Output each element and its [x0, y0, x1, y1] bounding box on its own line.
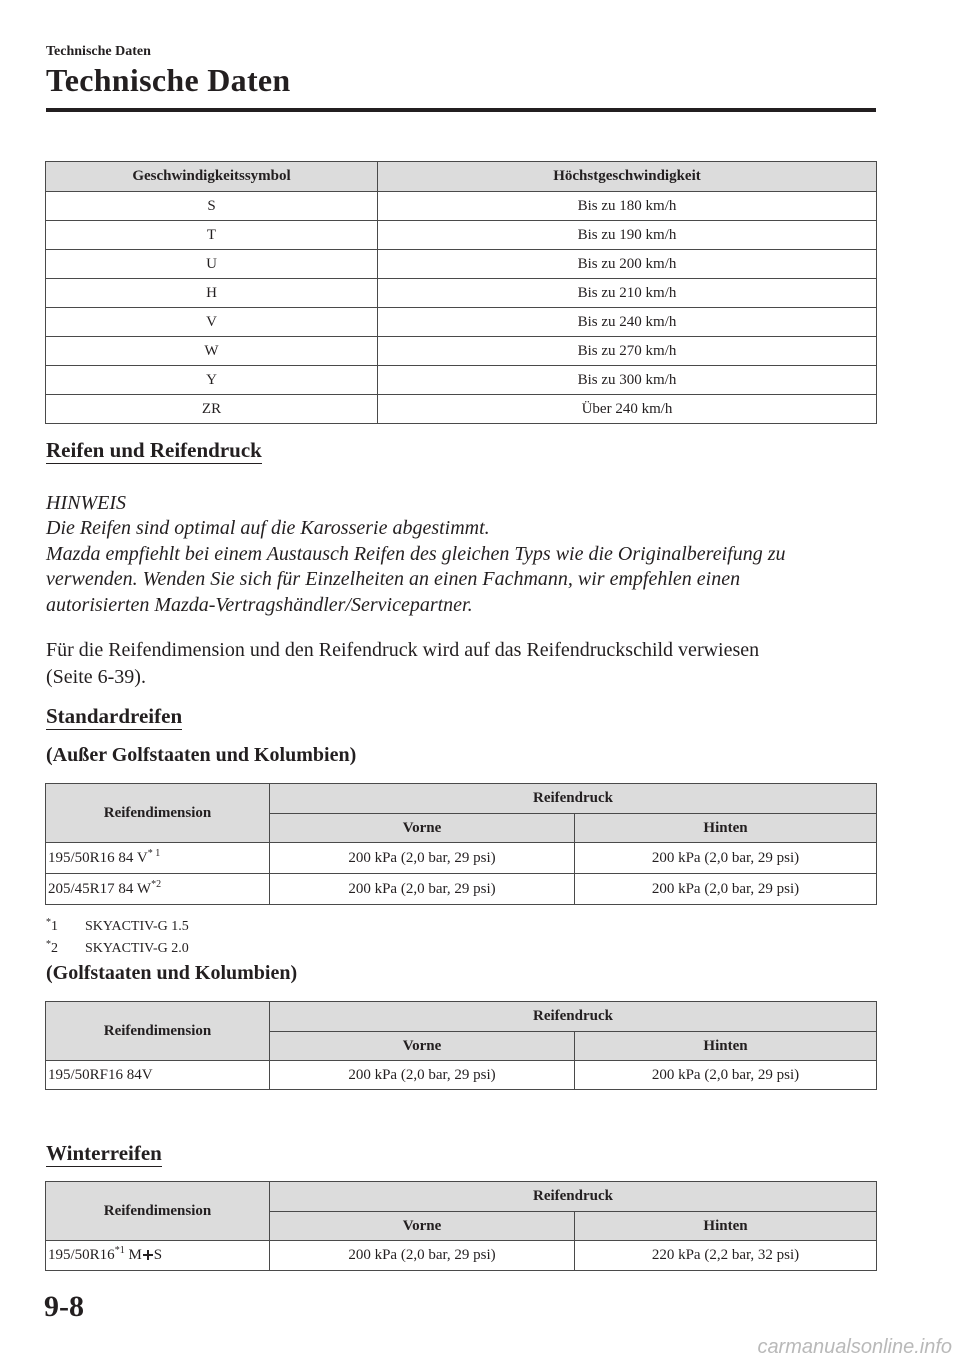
speed-symbol: H [46, 279, 378, 308]
max-speed: Bis zu 240 km/h [378, 308, 877, 337]
pressure-front: 200 kPa (2,0 bar, 29 psi) [270, 843, 575, 874]
standard-tire-table [45, 783, 877, 905]
dimension-text: 195/50R16 [48, 1247, 115, 1263]
watermark: carmanualsonline.info [757, 1336, 952, 1358]
footnote-ref: * 1 [147, 847, 161, 859]
dimension-text: 195/50R16 84 V [48, 849, 148, 866]
section-title-standard [46, 704, 182, 729]
table-row [46, 1241, 877, 1271]
col-header-dimension: Reifendimension [46, 1002, 270, 1061]
gulf-tire-table [45, 1001, 877, 1090]
section-title-text: Winterreifen [46, 1141, 162, 1165]
footnote-text: SKYACTIV-G 2.0 [85, 941, 189, 956]
mud-snow-m: M [128, 1247, 142, 1263]
max-speed: Bis zu 210 km/h [378, 279, 877, 308]
table-row [46, 250, 877, 279]
note-line: Die Reifen sind optimal auf die Karosserie abgestimmt. [46, 517, 490, 539]
col-header-speed-symbol: Geschwindigkeitssymbol [46, 162, 378, 192]
note-line: verwenden. Wenden Sie sich für Einzelheiten an einen Fachmann, wir empfehlen einen [46, 568, 741, 590]
speed-symbol: U [46, 250, 378, 279]
table-row [46, 366, 877, 395]
col-header-dimension: Reifendimension [46, 1182, 270, 1241]
winter-tire-table [45, 1181, 877, 1271]
tire-dimension [46, 843, 270, 874]
pressure-rear: 220 kPa (2,2 bar, 32 psi) [575, 1241, 877, 1271]
note-body [46, 516, 886, 618]
footnote [46, 941, 189, 957]
running-header: Technische Daten [46, 44, 151, 59]
header-rule [46, 108, 876, 112]
col-header-pressure: Reifendruck [270, 1002, 877, 1032]
tire-dimension [46, 1241, 270, 1271]
subheading-non-gulf: (Außer Golfstaaten und Kolumbien) [46, 744, 357, 766]
note-line: autorisierten Mazda-Vertragshändler/Servicepartner. [46, 593, 473, 616]
speed-symbol-table [45, 161, 877, 424]
dimension-text: 205/45R17 84 W [48, 880, 152, 897]
table-row [46, 192, 877, 221]
col-header-rear: Hinten [575, 1212, 877, 1241]
table-row [46, 395, 877, 424]
col-header-dimension: Reifendimension [46, 784, 270, 843]
col-header-pressure: Reifendruck [270, 784, 877, 814]
note-title: HINWEIS [46, 492, 126, 514]
speed-symbol: Y [46, 366, 378, 395]
footnote-ref: *2 [151, 878, 162, 890]
speed-symbol: V [46, 308, 378, 337]
speed-symbol: S [46, 192, 378, 221]
footnote-ref: *1 [114, 1245, 125, 1256]
speed-symbol: T [46, 221, 378, 250]
col-header-front: Vorne [270, 1032, 575, 1061]
section-title-text: Standardreifen [46, 704, 183, 728]
max-speed: Bis zu 270 km/h [378, 337, 877, 366]
table-row [46, 843, 877, 874]
pressure-front: 200 kPa (2,0 bar, 29 psi) [270, 874, 575, 905]
pressure-front: 200 kPa (2,0 bar, 29 psi) [270, 1241, 575, 1271]
subheading-gulf: (Golfstaaten und Kolumbien) [46, 962, 298, 984]
section-title-winter [46, 1141, 162, 1166]
pressure-rear: 200 kPa (2,0 bar, 29 psi) [575, 874, 877, 905]
tire-pressure-reference [46, 637, 886, 691]
table-row [46, 308, 877, 337]
max-speed: Bis zu 300 km/h [378, 366, 877, 395]
table-row [46, 874, 877, 905]
tire-dimension [46, 874, 270, 905]
para-line: Für die Reifendimension und den Reifendruck wird auf das Reifendruckschild verwiesen [46, 639, 760, 661]
footnote-mark: * [46, 917, 51, 928]
speed-symbol: ZR [46, 395, 378, 424]
table-row [46, 337, 877, 366]
max-speed: Bis zu 190 km/h [378, 221, 877, 250]
footnote [46, 919, 189, 935]
plus-icon [143, 1250, 153, 1260]
table-row [46, 221, 877, 250]
section-title-tires [46, 438, 262, 463]
pressure-rear: 200 kPa (2,0 bar, 29 psi) [575, 1061, 877, 1090]
max-speed: Über 240 km/h [378, 395, 877, 424]
pressure-front: 200 kPa (2,0 bar, 29 psi) [270, 1061, 575, 1090]
col-header-rear: Hinten [575, 814, 877, 843]
max-speed: Bis zu 200 km/h [378, 250, 877, 279]
pressure-rear: 200 kPa (2,0 bar, 29 psi) [575, 843, 877, 874]
tire-dimension: 195/50RF16 84V [46, 1061, 270, 1090]
table-row [46, 279, 877, 308]
col-header-max-speed: Höchstgeschwindigkeit [378, 162, 877, 192]
speed-symbol: W [46, 337, 378, 366]
mud-snow-s: S [153, 1247, 163, 1263]
col-header-pressure: Reifendruck [270, 1182, 877, 1212]
page-title: Technische Daten [46, 62, 291, 98]
page-number: 9-8 [44, 1290, 84, 1323]
footnote-label: 1 [51, 919, 58, 934]
col-header-rear: Hinten [575, 1032, 877, 1061]
col-header-front: Vorne [270, 1212, 575, 1241]
table-row [46, 1061, 877, 1090]
para-line: (Seite 6-39). [46, 666, 146, 688]
footnote-mark: * [46, 939, 51, 950]
section-title-text: Reifen und Reifendruck [46, 438, 262, 462]
footnote-label: 2 [51, 941, 58, 956]
max-speed: Bis zu 180 km/h [378, 192, 877, 221]
note-line: Mazda empfiehlt bei einem Austausch Reifen des gleichen Typs wie die Originalbereifung zu [46, 542, 786, 565]
col-header-front: Vorne [270, 814, 575, 843]
footnote-text: SKYACTIV-G 1.5 [85, 919, 189, 934]
